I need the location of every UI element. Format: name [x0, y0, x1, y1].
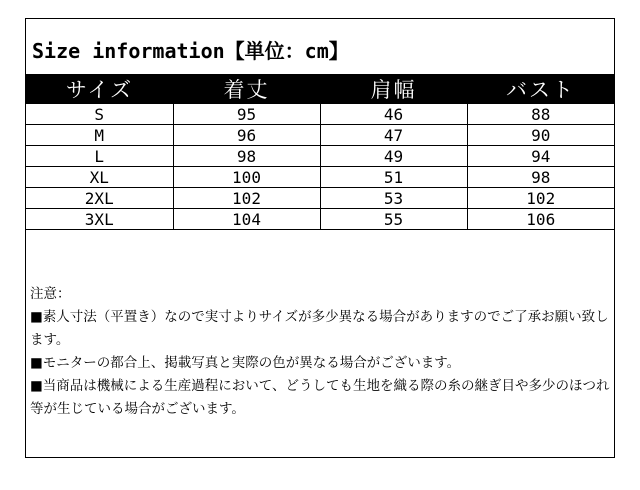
cell-length: 102 [173, 188, 320, 209]
table-row [26, 209, 614, 230]
cell-length: 100 [173, 167, 320, 188]
cell-shoulder: 46 [320, 104, 467, 125]
cell-length: 95 [173, 104, 320, 125]
size-info-card [25, 18, 615, 458]
table-row [26, 125, 614, 146]
note-item: ■素人寸法（平置き）なので実寸よりサイズが多少異なる場合がありますのでご了承お願い致します。 [30, 309, 609, 348]
cell-bust: 90 [467, 125, 614, 146]
cell-length: 96 [173, 125, 320, 146]
table-row [26, 104, 614, 125]
cell-size: 3XL [26, 209, 173, 230]
size-info-title: Size information【単位：cm】 [32, 39, 349, 63]
note-item: ■モニターの都合上、掲載写真と実際の色が異なる場合がございます。 [30, 355, 461, 371]
notes-heading: 注意： [30, 286, 71, 302]
header-bust: バスト [467, 74, 614, 104]
table-row [26, 146, 614, 167]
size-table-header-row [26, 74, 614, 104]
cell-size: 2XL [26, 188, 173, 209]
cell-length: 98 [173, 146, 320, 167]
cell-bust: 94 [467, 146, 614, 167]
cell-size: M [26, 125, 173, 146]
table-row [26, 167, 614, 188]
cell-length: 104 [173, 209, 320, 230]
table-row [26, 188, 614, 209]
cell-shoulder: 55 [320, 209, 467, 230]
cell-shoulder: 51 [320, 167, 467, 188]
header-length: 着丈 [173, 74, 320, 104]
cell-bust: 98 [467, 167, 614, 188]
header-size: サイズ [26, 74, 173, 104]
cell-shoulder: 49 [320, 146, 467, 167]
cell-bust: 102 [467, 188, 614, 209]
cell-bust: 88 [467, 104, 614, 125]
size-table [26, 74, 614, 230]
cell-size: XL [26, 167, 173, 188]
note-item: ■当商品は機械による生産過程において、どうしても生地を織る際の糸の継ぎ目や多少のほつれ等が生じている場合がございます。 [30, 378, 610, 417]
cell-bust: 106 [467, 209, 614, 230]
cell-size: L [26, 146, 173, 167]
cell-size: S [26, 104, 173, 125]
notes-section [30, 283, 610, 421]
cell-shoulder: 53 [320, 188, 467, 209]
header-shoulder: 肩幅 [320, 74, 467, 104]
cell-shoulder: 47 [320, 125, 467, 146]
